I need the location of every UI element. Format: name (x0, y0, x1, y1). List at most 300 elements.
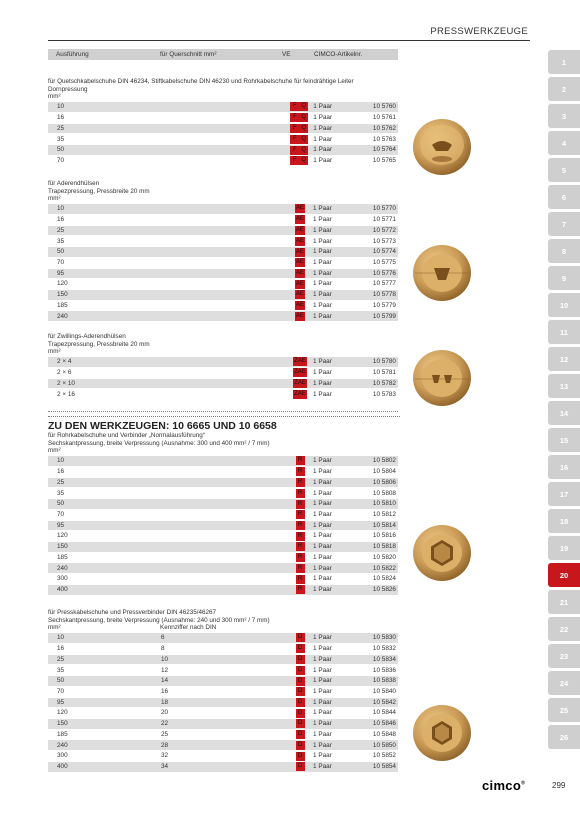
code-badge: ZAE (294, 380, 306, 387)
cell-artikelnr: 10 5812 (344, 509, 398, 520)
code-badge: Q (299, 102, 308, 111)
cell-blank (157, 113, 244, 124)
cell-querschnitt: 50 (48, 499, 158, 510)
cell-artikelnr: 10 5776 (344, 268, 398, 279)
unit-header (48, 447, 400, 455)
cell-artikelnr: 10 5816 (344, 531, 398, 542)
cell-artikelnr: 10 5763 (344, 134, 398, 145)
code-badge: R (296, 478, 305, 487)
chapter-tab-17[interactable]: 17 (548, 482, 580, 506)
code-badge: Q (299, 124, 308, 133)
die-image-round (410, 113, 474, 177)
cell-spacer (246, 644, 290, 655)
cell-ve: 1 Paar (310, 290, 344, 301)
cell-spacer (246, 290, 290, 301)
cell-code (290, 729, 310, 740)
cell-artikelnr: 10 5779 (344, 300, 398, 311)
table-row (48, 456, 398, 467)
cell-ve: 1 Paar (310, 357, 344, 368)
table-row (48, 633, 398, 644)
cell-querschnitt: 150 (48, 542, 158, 553)
code-badge: R (296, 500, 305, 509)
chapter-tab-2[interactable]: 2 (548, 77, 580, 101)
cell-querschnitt: 400 (48, 584, 158, 595)
cell-artikelnr: 10 5848 (344, 729, 398, 740)
chapter-tab-19[interactable]: 19 (548, 536, 580, 560)
cell-code (288, 102, 310, 113)
cell-blank (158, 509, 246, 520)
cell-ve: 1 Paar (310, 389, 344, 400)
cell-ve: 1 Paar (310, 300, 344, 311)
cell-spacer (246, 520, 290, 531)
code-badge: Q (299, 135, 308, 144)
code-badge: AE (295, 312, 304, 319)
cell-spacer (246, 654, 290, 665)
cell-blank (157, 102, 244, 113)
chapter-tab-9[interactable]: 9 (548, 266, 580, 290)
cell-spacer (246, 531, 290, 542)
col-querschnitt: für Querschnitt mm² (160, 51, 217, 58)
cell-ve: 1 Paar (310, 563, 344, 574)
cell-blank (158, 488, 246, 499)
cell-code (290, 488, 310, 499)
cell-artikelnr: 10 5850 (344, 740, 398, 751)
cell-artikelnr: 10 5760 (344, 102, 398, 113)
code-badge: D (296, 719, 305, 728)
cell-artikelnr: 10 5810 (344, 499, 398, 510)
cell-blank (158, 389, 246, 400)
table-row (48, 719, 398, 730)
cell-code (290, 584, 310, 595)
table-row (48, 676, 398, 687)
code-badge: AE (295, 259, 304, 266)
cell-spacer (246, 584, 290, 595)
cell-ve: 1 Paar (310, 697, 344, 708)
chapter-tab-6[interactable]: 6 (548, 185, 580, 209)
cell-ve: 1 Paar (310, 215, 344, 226)
chapter-tab-8[interactable]: 8 (548, 239, 580, 263)
cell-spacer (246, 300, 290, 311)
cell-blank (158, 236, 246, 247)
cell-ve: 1 Paar (310, 145, 344, 156)
chapter-tab-3[interactable]: 3 (548, 104, 580, 128)
table-row (48, 467, 398, 478)
unit-label: mm² (48, 348, 61, 356)
table-row (48, 584, 398, 595)
cell-code (290, 378, 310, 389)
chapter-tab-5[interactable]: 5 (548, 158, 580, 182)
cell-ve: 1 Paar (310, 204, 344, 215)
cell-ve: 1 Paar (310, 155, 344, 166)
section-title-line: für Presskabelschuhe und Pressverbinder DIN 46235/46267 (48, 609, 217, 616)
code-badge: R (296, 489, 305, 498)
chapter-tab-4[interactable]: 4 (548, 131, 580, 155)
cell-code (290, 761, 310, 772)
code-badge: R (296, 585, 305, 594)
cell-artikelnr: 10 5782 (344, 378, 398, 389)
cell-blank (158, 268, 246, 279)
cell-code (290, 633, 310, 644)
cell-code (290, 751, 310, 762)
cell-spacer (246, 368, 290, 379)
chapter-tab-15[interactable]: 15 (548, 428, 580, 452)
table-row (48, 665, 398, 676)
chapter-tab-11[interactable]: 11 (548, 320, 580, 344)
chapter-tab-25[interactable]: 25 (548, 698, 580, 722)
chapter-tab-20[interactable]: 20 (548, 563, 580, 587)
cell-kennziffer: 6 (158, 633, 246, 644)
cell-ve: 1 Paar (310, 552, 344, 563)
unit-label: mm² (48, 93, 61, 101)
cell-spacer (246, 574, 290, 585)
table-row (48, 113, 398, 124)
cell-code (290, 552, 310, 563)
cell-ve: 1 Paar (310, 761, 344, 772)
code-badge: D (296, 687, 305, 696)
cell-querschnitt: 35 (48, 236, 158, 247)
cell-querschnitt: 16 (48, 467, 158, 478)
table-row (48, 488, 398, 499)
cell-blank (158, 300, 246, 311)
cell-artikelnr: 10 5770 (344, 204, 398, 215)
cell-blank (157, 134, 244, 145)
cell-code (290, 467, 310, 478)
product-table (48, 357, 398, 400)
code-badge: AE (295, 227, 304, 234)
table-row (48, 247, 398, 258)
table-row (48, 204, 398, 215)
cell-ve: 1 Paar (310, 676, 344, 687)
cell-spacer (245, 123, 289, 134)
cell-blank (158, 563, 246, 574)
table-row (48, 520, 398, 531)
table-row (48, 708, 398, 719)
cell-blank (158, 225, 246, 236)
cell-ve: 1 Paar (310, 740, 344, 751)
cell-code (290, 654, 310, 665)
cell-querschnitt: 25 (48, 225, 158, 236)
cell-code (290, 279, 310, 290)
cell-spacer (246, 499, 290, 510)
cell-spacer (245, 145, 289, 156)
cell-artikelnr: 10 5838 (344, 676, 398, 687)
table-row (48, 477, 398, 488)
cell-querschnitt: 150 (48, 719, 158, 730)
cell-artikelnr: 10 5771 (344, 215, 398, 226)
cell-ve: 1 Paar (310, 644, 344, 655)
table-row (48, 751, 398, 762)
cell-querschnitt: 35 (48, 665, 158, 676)
cell-querschnitt: 10 (48, 633, 158, 644)
cell-querschnitt: 10 (48, 204, 158, 215)
table-row (48, 389, 398, 400)
cell-querschnitt: 120 (48, 708, 158, 719)
cell-querschnitt: 70 (48, 155, 157, 166)
table-row (48, 357, 398, 368)
cell-querschnitt: 185 (48, 300, 158, 311)
kennziffer-header: Kennziffer nach DIN (160, 624, 217, 632)
cell-blank (158, 257, 246, 268)
code-badge: Q (299, 156, 308, 165)
code-badge: R (296, 542, 305, 551)
cell-spacer (246, 542, 290, 553)
cell-querschnitt: 50 (48, 145, 157, 156)
cell-querschnitt: 95 (48, 520, 158, 531)
section-title-line: für Quetschkabelschuhe DIN 46234, Stiftkabelschuhe DIN 46230 und Rohrkabelschuhe für feindrähtige Leiter (48, 78, 354, 85)
code-badge: D (296, 655, 305, 664)
cell-artikelnr: 10 5826 (344, 584, 398, 595)
code-badge: D (296, 698, 305, 707)
unit-header (48, 348, 400, 356)
column-header (48, 49, 398, 60)
cell-ve: 1 Paar (310, 236, 344, 247)
cell-querschnitt: 70 (48, 257, 158, 268)
die-image-zwilling (410, 345, 474, 409)
table-row (48, 257, 398, 268)
cell-spacer (246, 708, 290, 719)
cell-blank (158, 368, 246, 379)
cell-querschnitt: 25 (48, 477, 158, 488)
cell-kennziffer: 32 (158, 751, 246, 762)
die-image-hexagon (410, 520, 474, 584)
cell-code (290, 665, 310, 676)
cell-ve: 1 Paar (310, 686, 344, 697)
code-badge: AE (295, 280, 304, 287)
chapter-tab-1[interactable]: 1 (548, 50, 580, 74)
cell-querschnitt: 16 (48, 113, 157, 124)
product-table (48, 633, 398, 773)
cell-code (290, 257, 310, 268)
cell-querschnitt: 300 (48, 574, 158, 585)
section-title-line: Trapezpressung, Pressbreite 20 mm (48, 340, 150, 348)
chapter-tab-26[interactable]: 26 (548, 725, 580, 749)
cell-blank (157, 123, 244, 134)
code-badge: ZAE (294, 358, 306, 365)
table-row (48, 686, 398, 697)
die-image-trapez (410, 240, 474, 304)
cell-code (290, 477, 310, 488)
code-badge: ZAE (294, 390, 306, 397)
cell-blank (158, 477, 246, 488)
table-row (48, 368, 398, 379)
cell-kennziffer: 20 (158, 708, 246, 719)
cell-code (290, 204, 310, 215)
cell-ve: 1 Paar (310, 113, 344, 124)
table-row (48, 300, 398, 311)
cell-code (290, 300, 310, 311)
code-badge: D (296, 762, 305, 771)
code-badge: R (296, 575, 305, 584)
cell-blank (158, 290, 246, 301)
cell-kennziffer: 25 (158, 729, 246, 740)
chapter-tab-24[interactable]: 24 (548, 671, 580, 695)
cell-blank (157, 155, 244, 166)
table-row (48, 542, 398, 553)
cell-ve: 1 Paar (310, 488, 344, 499)
cell-querschnitt: 2 × 6 (48, 368, 158, 379)
cell-blank (158, 204, 246, 215)
cell-querschnitt: 35 (48, 488, 158, 499)
code-badge: Q (299, 113, 308, 122)
cell-ve: 1 Paar (310, 542, 344, 553)
cell-ve: 1 Paar (310, 134, 344, 145)
header-rule (48, 40, 530, 41)
cell-artikelnr: 10 5852 (344, 751, 398, 762)
table-row (48, 225, 398, 236)
cell-ve: 1 Paar (310, 368, 344, 379)
cell-ve: 1 Paar (310, 574, 344, 585)
code-badge: R (296, 553, 305, 562)
code-badge: D (296, 666, 305, 675)
chapter-tab-21[interactable]: 21 (548, 590, 580, 614)
cell-code (290, 456, 310, 467)
cell-ve: 1 Paar (310, 102, 344, 113)
product-table (48, 456, 398, 596)
cell-ve: 1 Paar (310, 378, 344, 389)
section-title-line: Sechskantpressung, breite Verpressung (Ausnahme: 300 und 400 mm² / 7 mm) (48, 439, 270, 447)
die-image-hexagon-din (410, 700, 474, 764)
cell-spacer (245, 134, 289, 145)
cell-code (290, 368, 310, 379)
code-badge: AE (295, 291, 304, 298)
cell-code (290, 542, 310, 553)
cell-querschnitt: 95 (48, 268, 158, 279)
cell-querschnitt: 25 (48, 654, 158, 665)
table-row (48, 740, 398, 751)
cell-spacer (246, 225, 290, 236)
table-row (48, 697, 398, 708)
chapter-tab-7[interactable]: 7 (548, 212, 580, 236)
chapter-tab-18[interactable]: 18 (548, 509, 580, 533)
chapter-tab-10[interactable]: 10 (548, 293, 580, 317)
code-badge: R (296, 521, 305, 530)
cell-artikelnr: 10 5832 (344, 644, 398, 655)
cell-spacer (246, 247, 290, 258)
table-row (48, 155, 398, 166)
code-badge: F (290, 113, 299, 122)
cell-code (290, 644, 310, 655)
chapter-tab-22[interactable]: 22 (548, 617, 580, 641)
cimco-logo: cimco® (482, 778, 526, 793)
section-title-line: für Rohrkabelschuhe und Verbinder „Normalausführung“ (48, 432, 205, 439)
cell-artikelnr: 10 5774 (344, 247, 398, 258)
cell-blank (158, 311, 246, 322)
cell-querschnitt: 240 (48, 311, 158, 322)
cell-blank (158, 215, 246, 226)
section-aderendhuelsen (48, 180, 400, 322)
code-badge: R (296, 467, 305, 476)
cell-kennziffer: 16 (158, 686, 246, 697)
cell-artikelnr: 10 5806 (344, 477, 398, 488)
section-title-line: Dornpressung (48, 85, 88, 93)
cell-querschnitt: 2 × 16 (48, 389, 158, 400)
cell-spacer (245, 113, 289, 124)
page-header: PRESSWERKZEUGE (430, 26, 528, 37)
cell-spacer (246, 311, 290, 322)
unit-header (48, 624, 400, 632)
chapter-tab-16[interactable]: 16 (548, 455, 580, 479)
cell-artikelnr: 10 5761 (344, 113, 398, 124)
section-presskabelschuhe (48, 609, 400, 773)
code-badge: AE (295, 248, 304, 255)
cell-artikelnr: 10 5764 (344, 145, 398, 156)
cell-artikelnr: 10 5777 (344, 279, 398, 290)
cell-ve: 1 Paar (310, 311, 344, 322)
cell-ve: 1 Paar (310, 499, 344, 510)
cell-spacer (246, 676, 290, 687)
cell-spacer (246, 719, 290, 730)
col-artikelnr: CIMCO-Artikelnr. (314, 51, 363, 58)
cell-blank (157, 145, 244, 156)
cell-artikelnr: 10 5814 (344, 520, 398, 531)
cell-querschnitt: 16 (48, 215, 158, 226)
cell-ve: 1 Paar (310, 268, 344, 279)
chapter-tab-23[interactable]: 23 (548, 644, 580, 668)
cell-code (290, 215, 310, 226)
cell-spacer (246, 665, 290, 676)
cell-code (288, 145, 310, 156)
cell-code (290, 697, 310, 708)
cell-code (290, 290, 310, 301)
cell-ve: 1 Paar (310, 531, 344, 542)
col-ausfuehrung: Ausführung (56, 51, 89, 58)
unit-header (48, 195, 400, 203)
cell-spacer (246, 697, 290, 708)
section-title-line: für Aderendhülsen (48, 180, 100, 187)
cell-blank (158, 584, 246, 595)
cell-ve: 1 Paar (310, 665, 344, 676)
cell-code (290, 499, 310, 510)
table-row (48, 574, 398, 585)
cell-ve: 1 Paar (310, 520, 344, 531)
cell-spacer (246, 509, 290, 520)
table-row (48, 644, 398, 655)
cell-code (290, 509, 310, 520)
code-badge: F (290, 124, 299, 133)
cell-spacer (246, 378, 290, 389)
cell-spacer (246, 215, 290, 226)
section-quetschkabelschuhe (48, 78, 400, 167)
chapter-tab-13[interactable]: 13 (548, 374, 580, 398)
table-row (48, 145, 398, 156)
cell-spacer (246, 257, 290, 268)
cell-ve: 1 Paar (310, 708, 344, 719)
code-badge: D (296, 709, 305, 718)
cell-artikelnr: 10 5836 (344, 665, 398, 676)
product-table (48, 102, 398, 167)
cell-spacer (245, 102, 289, 113)
cell-artikelnr: 10 5822 (344, 563, 398, 574)
cell-spacer (246, 467, 290, 478)
cell-artikelnr: 10 5804 (344, 467, 398, 478)
chapter-tab-12[interactable]: 12 (548, 347, 580, 371)
chapter-tab-14[interactable]: 14 (548, 401, 580, 425)
code-badge: R (296, 532, 305, 541)
cell-code (290, 719, 310, 730)
code-badge: D (296, 752, 305, 761)
table-row (48, 509, 398, 520)
product-table (48, 204, 398, 322)
cell-artikelnr: 10 5781 (344, 368, 398, 379)
cell-spacer (246, 268, 290, 279)
code-badge: D (296, 633, 305, 642)
table-row (48, 552, 398, 563)
cell-ve: 1 Paar (310, 633, 344, 644)
cell-spacer (246, 456, 290, 467)
cell-ve: 1 Paar (310, 654, 344, 665)
cell-artikelnr: 10 5840 (344, 686, 398, 697)
cell-code (288, 155, 310, 166)
